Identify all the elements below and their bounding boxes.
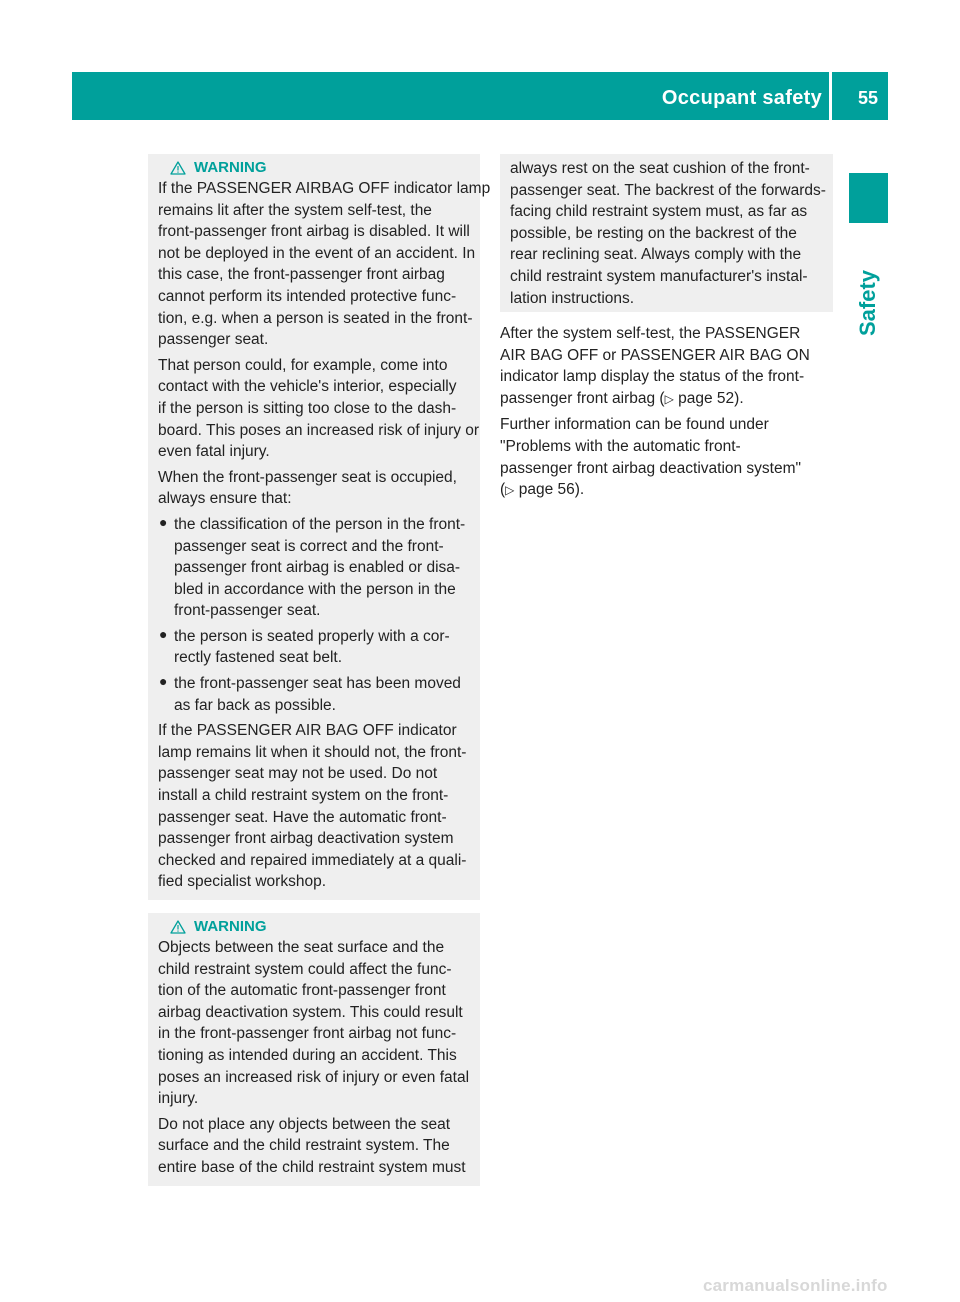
text-line: in the front-passenger front airbag not func- — [158, 1025, 457, 1043]
text-line — [500, 388, 840, 411]
text-line: the front-passenger seat has been moved — [174, 675, 461, 693]
warning-2-para-2 — [158, 1114, 470, 1179]
text-line: tion, e.g. when a person is seated in the front- — [158, 309, 473, 327]
text-line: tioning as intended during an accident. This — [158, 1046, 457, 1064]
warning-heading — [170, 158, 470, 178]
warning-1-para-3 — [158, 467, 470, 510]
page-reference-link[interactable]: page 56 — [518, 481, 575, 499]
text-line: passenger seat. — [158, 331, 269, 349]
text-line: not be deployed in the event of an accident. In — [158, 244, 476, 262]
text-line: child restraint system could affect the func- — [158, 960, 452, 978]
text-line: always rest on the seat cushion of the front- — [510, 160, 810, 177]
text-line: passenger front airbag deactivation system — [158, 830, 454, 848]
text-line: When the front-passenger seat is occupied, — [158, 468, 457, 486]
text-line: possible, be resting on the backrest of the — [510, 224, 797, 242]
text-line: even fatal injury. — [158, 443, 270, 461]
watermark: carmanualsonline.info — [703, 1276, 888, 1295]
text-line: entire base of the child restraint system must — [158, 1158, 466, 1176]
text-span: passenger front airbag ( — [500, 389, 665, 407]
warning-heading-text: WARNING — [194, 159, 267, 176]
side-tab-text: Safety — [855, 269, 880, 337]
bullet-icon: ● — [159, 513, 168, 530]
header-divider — [829, 72, 832, 120]
text-line: fied specialist workshop. — [158, 873, 326, 891]
page-ref-arrow-icon: ▷ — [505, 483, 515, 498]
text-line: airbag deactivation system. This could result — [158, 1003, 463, 1021]
text-line: After the system self-test, the PASSENGER — [500, 325, 801, 342]
text-span: ). — [574, 481, 585, 499]
text-line: tion of the automatic front-passenger front — [158, 982, 446, 1000]
warning-1-para-2 — [158, 355, 480, 463]
page-number: 55 — [857, 88, 878, 108]
bullet-item — [158, 514, 470, 622]
text-line: rear reclining seat. Always comply with the — [510, 246, 802, 264]
warning-box-continued — [500, 154, 833, 312]
text-line: AIR BAG OFF or PASSENGER AIR BAG ON — [500, 346, 810, 364]
warning-triangle-icon — [170, 920, 186, 934]
bullet-item — [158, 673, 470, 716]
text-span: ( — [500, 481, 506, 499]
warning-box-airbag-indicator — [148, 154, 491, 900]
text-line: Do not place any objects between the seat — [158, 1115, 451, 1133]
bullet-icon: ● — [159, 673, 168, 690]
text-line: if the person is sitting too close to the dash- — [158, 399, 457, 417]
text-line: rectly fastened seat belt. — [174, 649, 343, 667]
text-line: "Problems with the automatic front- — [500, 437, 741, 455]
bullet-icon: ● — [159, 625, 168, 642]
text-line: board. This poses an increased risk of injury or — [158, 421, 480, 439]
text-span: ). — [734, 389, 744, 407]
warning-triangle-icon — [170, 161, 186, 175]
text-line: checked and repaired immediately at a quali- — [158, 851, 467, 869]
text-line: lation instructions. — [510, 289, 635, 307]
warning-1-para-1 — [158, 178, 491, 351]
text-line: lamp remains lit when it should not, the front- — [158, 743, 467, 761]
text-line: indicator lamp display the status of the front- — [500, 368, 805, 386]
text-line: If the PASSENGER AIR BAG OFF indicator — [158, 722, 457, 740]
section-title: Occupant safety — [661, 87, 822, 109]
text-line: passenger seat is correct and the front- — [174, 537, 444, 555]
text-line: passenger seat may not be used. Do not — [158, 765, 438, 783]
main-para-1 — [500, 323, 840, 410]
text-line: the classification of the person in the front- — [174, 515, 466, 533]
text-line: facing child restraint system must, as far as — [510, 203, 808, 221]
text-line: front-passenger front airbag is disabled. It will — [158, 223, 470, 241]
warning-2-para-1 — [158, 937, 470, 1110]
text-line: passenger seat. The backrest of the forwards- — [510, 181, 826, 199]
text-line: contact with the vehicle's interior, especially — [158, 378, 457, 396]
text-line: bled in accordance with the person in the — [174, 580, 456, 598]
warning-heading — [170, 917, 470, 937]
text-line: poses an increased risk of injury or even fatal — [158, 1068, 470, 1086]
header-bar — [72, 72, 888, 120]
text-line: passenger front airbag is enabled or disa- — [174, 559, 461, 577]
warning-box-objects-seat — [148, 913, 480, 1186]
text-line: child restraint system manufacturer's instal- — [510, 267, 808, 285]
text-line: That person could, for example, come into — [158, 356, 448, 374]
text-line: this case, the front-passenger front airbag — [158, 266, 445, 284]
text-line: Further information can be found under — [500, 416, 769, 434]
text-line: as far back as possible. — [174, 696, 336, 714]
text-line: injury. — [158, 1090, 199, 1108]
text-line: the person is seated properly with a cor- — [174, 627, 450, 645]
text-line: cannot perform its intended protective func- — [158, 287, 457, 305]
text-line: If the PASSENGER AIRBAG OFF indicator lamp — [158, 180, 491, 197]
page-ref-arrow-icon: ▷ — [664, 391, 674, 406]
text-line: always ensure that: — [158, 490, 292, 508]
text-line: passenger seat. Have the automatic front- — [158, 808, 447, 826]
text-line: install a child restraint system on the front- — [158, 787, 449, 805]
text-line: surface and the child restraint system. The — [158, 1137, 450, 1155]
main-para-2 — [500, 414, 840, 501]
warning-1-para-4 — [158, 720, 470, 893]
text-line — [500, 479, 840, 502]
text-line: remains lit after the system self-test, the — [158, 201, 432, 219]
side-tab-label — [838, 268, 898, 338]
side-tab-block — [849, 173, 888, 223]
page-reference-link[interactable]: page 52 — [678, 389, 735, 407]
text-line: Objects between the seat surface and the — [158, 939, 445, 956]
text-line: passenger front airbag deactivation system" — [500, 459, 802, 477]
bullet-item — [158, 626, 470, 669]
text-line: front-passenger seat. — [174, 602, 321, 620]
warning-heading-text: WARNING — [194, 918, 267, 935]
main-text — [500, 323, 840, 502]
